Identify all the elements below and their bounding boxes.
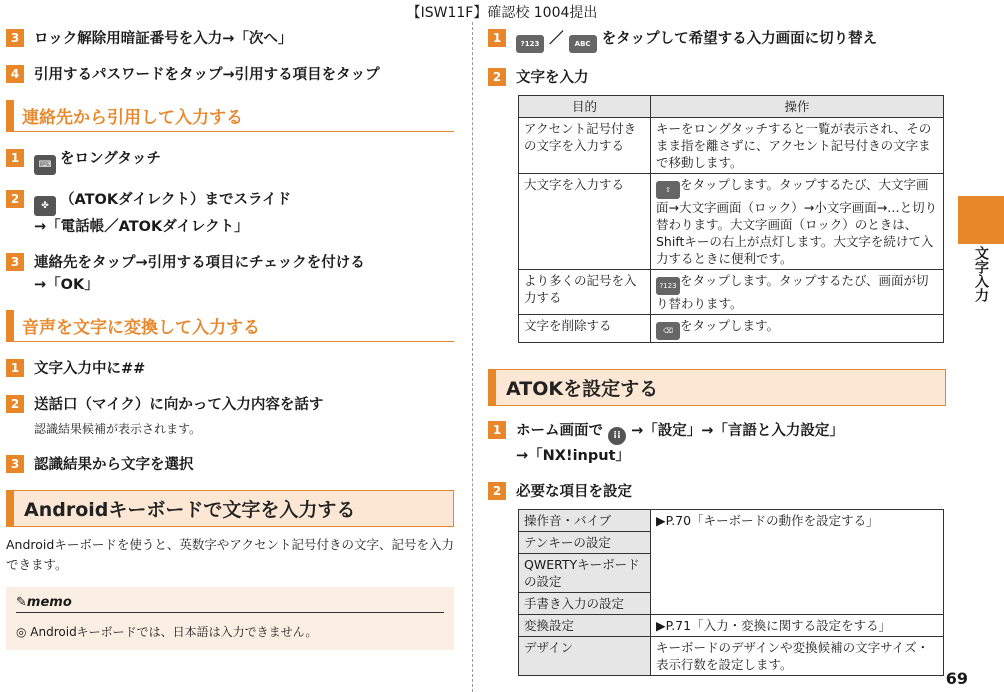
- step-number: 2: [6, 190, 24, 208]
- step-number: 3: [6, 455, 24, 473]
- section-title: 音声を文字に変換して入力する: [6, 310, 454, 342]
- table-cell: 手書き入力の設定: [519, 593, 651, 615]
- section-title: ATOKを設定する: [488, 369, 946, 406]
- step: [488, 28, 946, 53]
- step-text: 送話口（マイク）に向かって入力内容を話す: [34, 397, 324, 413]
- symbol-key-icon: ?123: [516, 35, 544, 53]
- step-number: 2: [6, 395, 24, 413]
- page-header: 【ISW11F】確認校 1004提出: [406, 5, 598, 21]
- step-text: 連絡先をタップ→引用する項目にチェックを付ける: [34, 255, 365, 271]
- table-cell: デザイン: [519, 637, 651, 676]
- memo-title: memo: [26, 595, 72, 610]
- step-text: →「設定」→「言語と入力設定」: [631, 423, 844, 439]
- table-cell: QWERTYキーボードの設定: [519, 554, 651, 593]
- chapter-tab: [958, 196, 1004, 244]
- table-cell: をタップします。: [680, 318, 780, 333]
- table-row: [519, 174, 944, 270]
- table-row: [519, 270, 944, 315]
- table-cell: テンキーの設定: [519, 532, 651, 554]
- step-text: （ATOKダイレクト）までスライド: [60, 192, 292, 208]
- step-number: 3: [6, 29, 24, 47]
- step-text: をロングタッチ: [60, 151, 161, 167]
- step-number: 1: [488, 421, 506, 439]
- chapter-label: 文字入力: [973, 246, 989, 302]
- table-row: [519, 118, 944, 174]
- step-number: 1: [6, 359, 24, 377]
- step: [6, 394, 454, 440]
- step-text: ロック解除用暗証番号を入力→「次へ」: [34, 31, 293, 47]
- table-row: [519, 637, 944, 676]
- step: [6, 252, 454, 296]
- section-title: 連絡先から引用して入力する: [6, 100, 454, 132]
- table-cell: 操作音・バイブ: [519, 510, 651, 532]
- abc-key-icon: ABC: [569, 35, 597, 53]
- step-number: 2: [488, 68, 506, 86]
- memo-text: ◎ Androidキーボードでは、日本語は入力できません。: [16, 625, 318, 639]
- table-row: [519, 315, 944, 343]
- table-cell: ▶P.70「キーボードの動作を設定する」: [651, 510, 944, 615]
- table-cell: ▶P.71「入力・変換に関する設定をする」: [651, 615, 944, 637]
- step-text: 認識結果から文字を選択: [34, 457, 194, 473]
- table-cell: 文字を削除する: [519, 315, 651, 343]
- step-text-line2: →「NX!input」: [516, 448, 631, 464]
- memo-box: [6, 587, 454, 650]
- step: [488, 420, 946, 467]
- left-column: [6, 28, 454, 650]
- keyboard-icon: ⌨: [34, 155, 56, 175]
- table-cell: をタップします。タップするたび、大文字画面→大文字画面（ロック）→小文字画面→…と切り替わります。大文字画面（ロック）のときは、Shiftキーの右上が点灯します。大文字を続けて入力するときに便利です。: [656, 177, 938, 266]
- separator: ／: [549, 31, 564, 47]
- table-header: 目的: [519, 96, 651, 118]
- step-number: 1: [6, 149, 24, 167]
- settings-table: [518, 509, 944, 676]
- step-text-line2: →「電話帳／ATOKダイレクト」: [34, 219, 249, 235]
- table-row: [519, 615, 944, 637]
- step: [6, 64, 454, 86]
- column-divider: [472, 22, 473, 692]
- table-cell: より多くの記号を入力する: [519, 270, 651, 315]
- delete-key-icon: ⌫: [656, 322, 680, 340]
- page-number: 69: [945, 669, 968, 688]
- step: [6, 148, 454, 175]
- step-text: をタップして希望する入力画面に切り替え: [601, 31, 878, 47]
- table-cell: キーをロングタッチすると一覧が表示され、そのまま指を離さずに、アクセント記号付きの文字まで移動します。: [651, 118, 944, 174]
- pencil-icon: ✎: [16, 595, 27, 610]
- step: [6, 454, 454, 476]
- table-cell: 変換設定: [519, 615, 651, 637]
- step: [488, 67, 946, 89]
- step-number: 3: [6, 253, 24, 271]
- step: [6, 189, 454, 238]
- app-drawer-icon: ⁞⁞: [608, 427, 626, 445]
- table-cell: 大文字を入力する: [519, 174, 651, 270]
- shift-key-icon: ⇧: [656, 181, 680, 199]
- step-number: 2: [488, 482, 506, 500]
- step-text: 引用するパスワードをタップ→引用する項目をタップ: [34, 67, 380, 83]
- table-cell: アクセント記号付きの文字を入力する: [519, 118, 651, 174]
- section-title: Androidキーボードで文字を入力する: [6, 490, 454, 527]
- step: [6, 28, 454, 50]
- body-text: Androidキーボードを使うと、英数字やアクセント記号付きの文字、記号を入力できます。: [6, 537, 454, 572]
- step-text: ホーム画面で: [516, 423, 603, 439]
- step-number: 4: [6, 65, 24, 83]
- step-text: 文字入力中に##: [34, 361, 146, 377]
- operation-table: [518, 95, 944, 343]
- right-column: [488, 28, 946, 676]
- table-header: 操作: [651, 96, 944, 118]
- table-cell: キーボードのデザインや変換候補の文字サイズ・表示行数を設定します。: [651, 637, 944, 676]
- step: [6, 358, 454, 380]
- table-cell: をタップします。タップするたび、画面が切り替わります。: [656, 273, 929, 311]
- table-row: [519, 510, 944, 532]
- step: [488, 481, 946, 503]
- step-text-line2: →「OK」: [34, 277, 99, 293]
- symbol-key-icon: ?123: [656, 277, 680, 295]
- step-number: 1: [488, 29, 506, 47]
- atok-direct-icon: ✤: [34, 196, 56, 216]
- step-text: 必要な項目を設定: [516, 484, 632, 500]
- step-subtext: 認識結果候補が表示されます。: [34, 422, 202, 436]
- step-text: 文字を入力: [516, 70, 589, 86]
